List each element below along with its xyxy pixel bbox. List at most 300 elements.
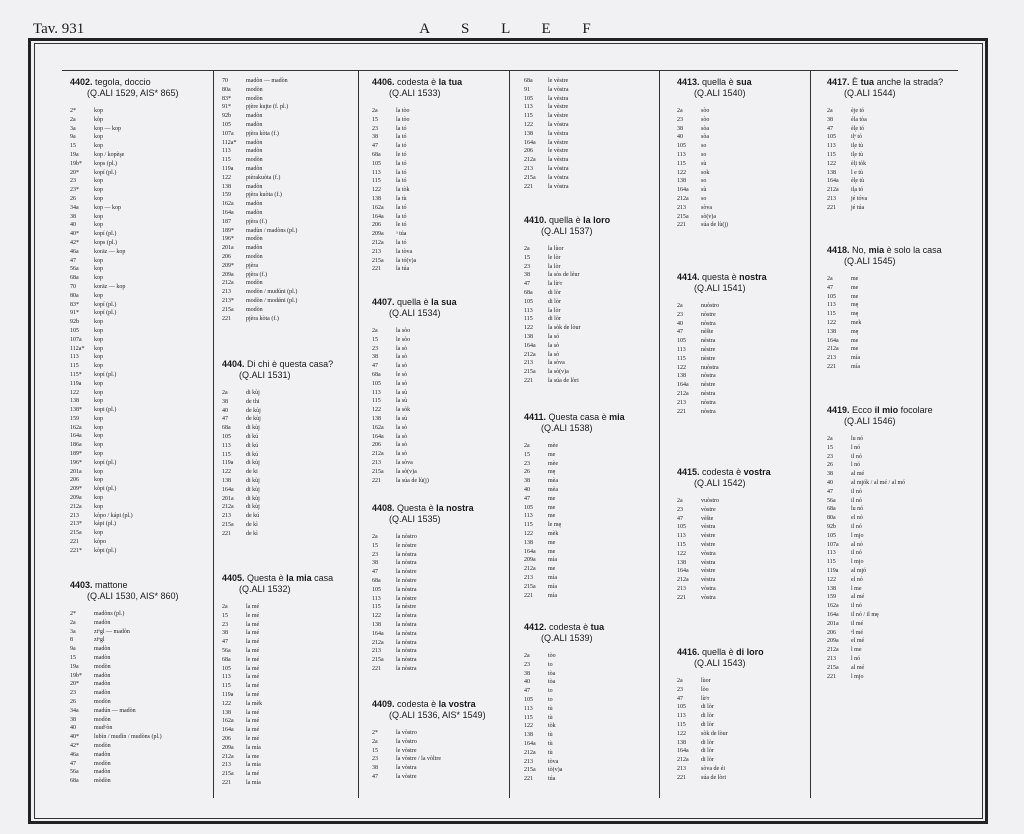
dialect-form: la nòstre bbox=[396, 595, 417, 602]
dialect-form: nèstre bbox=[701, 346, 716, 353]
point-code: 119a bbox=[827, 567, 839, 574]
dialect-form: il mé bbox=[851, 620, 864, 627]
entry-source: (Q.ALI 1546) bbox=[844, 416, 896, 426]
list-item bbox=[70, 698, 210, 707]
dialect-form: nèstre bbox=[701, 355, 716, 362]
list-item bbox=[827, 461, 957, 470]
list-item bbox=[70, 503, 210, 512]
dialect-form: le sòo bbox=[396, 336, 411, 343]
list-item bbox=[524, 103, 656, 112]
list-item bbox=[372, 389, 506, 398]
list-item bbox=[372, 630, 506, 639]
dialect-form: la nòstra bbox=[396, 551, 417, 558]
point-code: 213 bbox=[70, 512, 79, 519]
entry-title-end: casa bbox=[311, 573, 334, 583]
dialect-form: el mé bbox=[851, 638, 865, 645]
list-item bbox=[372, 586, 506, 595]
point-code: 23* bbox=[70, 187, 79, 194]
list-item bbox=[677, 169, 807, 178]
point-code: 122 bbox=[677, 364, 686, 371]
point-code: 213 bbox=[677, 585, 686, 592]
list-item bbox=[524, 460, 656, 469]
entry-source: (Q.ALI 1535) bbox=[389, 514, 441, 524]
list-item bbox=[524, 696, 656, 705]
point-code: 26 bbox=[70, 195, 76, 202]
point-code: 212a bbox=[70, 503, 82, 510]
entry-heading bbox=[372, 297, 506, 308]
list-item bbox=[827, 541, 957, 550]
list-item bbox=[222, 700, 354, 709]
list-item bbox=[524, 112, 656, 121]
dialect-form: le tó bbox=[396, 222, 407, 229]
dialect-form: il nó bbox=[851, 603, 862, 610]
point-code: 23 bbox=[372, 551, 378, 558]
list-item bbox=[372, 665, 506, 674]
dialect-form: me bbox=[851, 276, 859, 282]
entry-heading bbox=[222, 359, 354, 370]
list-item bbox=[677, 695, 807, 704]
list-item bbox=[827, 204, 957, 213]
dialect-form: la sò bbox=[396, 380, 408, 387]
list-item bbox=[372, 327, 506, 336]
dialect-form: la sòk bbox=[396, 407, 411, 414]
point-code: 115 bbox=[524, 714, 533, 721]
dialect-form: kop bbox=[94, 495, 103, 502]
list-item bbox=[372, 177, 506, 186]
list-item bbox=[524, 512, 656, 521]
dialect-form: di lòr bbox=[548, 289, 561, 296]
dialect-form: jé tóva bbox=[851, 195, 868, 202]
point-code: 42* bbox=[70, 239, 79, 246]
entry-number: 4418. bbox=[827, 245, 850, 255]
list-item bbox=[827, 505, 957, 514]
list-item bbox=[70, 529, 210, 538]
list-item bbox=[70, 345, 210, 354]
list-item bbox=[524, 351, 656, 360]
point-code: 138 bbox=[222, 477, 231, 484]
dialect-form: di lòr bbox=[701, 748, 714, 755]
list-item bbox=[677, 311, 807, 320]
dialect-form: la vèstra bbox=[548, 95, 569, 102]
dialect-form: nòstra bbox=[701, 408, 716, 415]
point-code: 164a bbox=[827, 337, 839, 344]
point-code: 92b bbox=[222, 113, 231, 120]
dialect-form: la sò bbox=[396, 433, 408, 440]
list-item bbox=[524, 766, 656, 775]
dialect-form: la sò bbox=[396, 424, 408, 431]
point-code: 40 bbox=[677, 320, 683, 327]
point-code: 113 bbox=[372, 169, 381, 176]
list-item bbox=[524, 705, 656, 714]
point-code: 138 bbox=[524, 130, 533, 137]
list-item bbox=[222, 709, 354, 718]
list-item bbox=[827, 116, 957, 125]
list-item bbox=[70, 619, 210, 628]
list-item bbox=[70, 186, 210, 195]
dialect-form: la nòstra bbox=[396, 621, 417, 628]
list-item bbox=[524, 263, 656, 272]
dialect-form: kop bbox=[94, 108, 103, 114]
list-item bbox=[372, 424, 506, 433]
list-item bbox=[222, 147, 354, 156]
point-code: 26 bbox=[70, 698, 76, 705]
point-code: 40 bbox=[222, 407, 228, 414]
point-code: 221 bbox=[222, 530, 231, 537]
dialect-form: sòva bbox=[701, 204, 712, 211]
list-item bbox=[222, 691, 354, 700]
point-code: 122 bbox=[827, 576, 836, 583]
point-code: 2a bbox=[372, 534, 378, 540]
list-item bbox=[70, 292, 210, 301]
dialect-form: la tó bbox=[396, 178, 407, 185]
point-code: 122 bbox=[222, 700, 231, 707]
dialect-form: korāz — kop bbox=[94, 248, 126, 255]
point-code: 221 bbox=[70, 539, 79, 546]
point-code: 138 bbox=[372, 195, 381, 202]
list-item bbox=[372, 577, 506, 586]
dialect-form: modòn bbox=[94, 742, 111, 749]
point-code: 196* bbox=[70, 459, 82, 466]
dialect-form: la tòva bbox=[396, 248, 413, 255]
point-code: 138 bbox=[677, 559, 686, 566]
dialect-form: kop bbox=[94, 134, 103, 141]
point-code: 47 bbox=[372, 569, 378, 576]
dialect-form: la vòstra bbox=[548, 86, 569, 93]
point-code: 40 bbox=[524, 679, 530, 686]
dialect-form: sok bbox=[701, 169, 710, 176]
dialect-form: nòstra bbox=[701, 320, 716, 327]
list-item bbox=[524, 333, 656, 342]
point-code: 212a bbox=[372, 239, 384, 246]
point-code: 138 bbox=[222, 183, 231, 190]
dialect-form: me bbox=[548, 539, 556, 546]
dialect-form: la mé bbox=[246, 621, 260, 628]
dialect-form: lu nó bbox=[851, 506, 864, 513]
dialect-form: to bbox=[548, 688, 553, 695]
entry-title: Ecco bbox=[852, 405, 875, 415]
entry-title-bold: tua bbox=[590, 622, 605, 632]
point-code: 38 bbox=[222, 398, 228, 405]
list-item bbox=[827, 673, 957, 682]
dialect-form: kop bbox=[94, 292, 103, 299]
point-code: 56a bbox=[70, 266, 79, 273]
list-item bbox=[524, 307, 656, 316]
dialect-form: la vòstro bbox=[396, 730, 417, 736]
list-item bbox=[677, 756, 807, 765]
dialect-form: la tòk bbox=[396, 187, 410, 194]
entry-source: (Q.ALI 1534) bbox=[389, 308, 441, 318]
point-code: 113 bbox=[372, 389, 381, 396]
list-item bbox=[372, 764, 506, 773]
entry-title: tegola, doccio bbox=[95, 77, 151, 87]
dialect-form: le nòstre bbox=[396, 542, 417, 549]
dialect-form: kopí (pl.) bbox=[94, 301, 117, 308]
list-item bbox=[372, 239, 506, 248]
list-item bbox=[524, 280, 656, 289]
entry-source: (Q.ALI 1529, AIS* 865) bbox=[87, 88, 179, 98]
point-code: 209a bbox=[827, 638, 839, 645]
point-code: 3a bbox=[70, 125, 76, 132]
dialect-form: la nòstro bbox=[396, 534, 417, 540]
entry-title-bold: vostra bbox=[743, 467, 771, 477]
point-code: 215a bbox=[524, 369, 536, 376]
entry-number: 4412. bbox=[524, 622, 547, 632]
entry-source: (Q.ALI 1537) bbox=[541, 226, 593, 236]
dialect-form: madòn bbox=[94, 672, 111, 679]
list-item bbox=[827, 337, 957, 346]
point-code: 2a bbox=[70, 116, 76, 123]
point-code: 105 bbox=[524, 504, 533, 511]
list-item bbox=[372, 533, 506, 542]
dialect-form: modòn bbox=[94, 698, 111, 705]
dialect-form: kop bbox=[94, 363, 103, 370]
dialect-form: vèstre bbox=[701, 533, 716, 540]
point-code: 159 bbox=[70, 415, 79, 422]
list-item bbox=[222, 477, 354, 486]
dialect-form: la mèk bbox=[246, 700, 263, 707]
list-item bbox=[677, 515, 807, 524]
dialect-form: madòn bbox=[94, 654, 111, 661]
list-item bbox=[222, 86, 354, 95]
dialect-form: kop bbox=[94, 468, 103, 475]
point-code: 2a bbox=[827, 436, 833, 442]
dialect-form: il nó bbox=[851, 523, 862, 530]
point-code: 159 bbox=[222, 192, 231, 199]
dialect-form: tòa bbox=[548, 670, 556, 677]
point-code: 164a bbox=[524, 139, 536, 146]
dialect-form: l me bbox=[851, 585, 862, 592]
list-item bbox=[524, 521, 656, 530]
point-code: 40 bbox=[524, 486, 530, 493]
point-code: 15 bbox=[70, 143, 76, 150]
list-item bbox=[70, 169, 210, 178]
point-code: 38 bbox=[827, 471, 833, 478]
point-code: 40 bbox=[677, 134, 683, 141]
entry-heading bbox=[524, 412, 656, 423]
dialect-form: vòstre bbox=[701, 506, 716, 513]
dialect-form: kop bbox=[94, 213, 103, 220]
list-item bbox=[372, 450, 506, 459]
point-code: 212a bbox=[827, 346, 839, 353]
dialect-form: sù bbox=[701, 160, 707, 167]
point-code: 122 bbox=[677, 169, 686, 176]
dialect-form: di lòr bbox=[701, 713, 714, 720]
point-code: 26 bbox=[524, 469, 530, 476]
entry-heading bbox=[827, 405, 957, 416]
list-item bbox=[827, 301, 957, 310]
point-code: 23 bbox=[677, 311, 683, 318]
list-item bbox=[827, 620, 957, 629]
point-code: 107a bbox=[222, 130, 234, 137]
list-item bbox=[70, 125, 210, 134]
list-item bbox=[827, 576, 957, 585]
point-code: 122 bbox=[524, 723, 533, 730]
list-item bbox=[524, 368, 656, 377]
point-code: 209a bbox=[524, 557, 536, 564]
list-item bbox=[827, 655, 957, 664]
list-item bbox=[222, 735, 354, 744]
dialect-form: la nòstre bbox=[396, 569, 417, 576]
point-code: 221 bbox=[677, 774, 686, 781]
dialect-form: èl̦i tòk bbox=[851, 160, 867, 167]
point-code: 2a bbox=[827, 276, 833, 282]
point-code: 215a bbox=[524, 767, 536, 774]
list-item bbox=[222, 665, 354, 674]
dialect-form: di kùj bbox=[246, 477, 260, 484]
dialect-form: sù bbox=[701, 187, 707, 194]
list-item bbox=[222, 459, 354, 468]
list-item bbox=[827, 186, 957, 195]
point-code: 105 bbox=[524, 696, 533, 703]
entry-heading bbox=[677, 647, 807, 658]
dialect-form: di kùj bbox=[246, 390, 260, 396]
dialect-form: nèstre bbox=[701, 382, 716, 389]
point-code: 119a bbox=[222, 460, 234, 467]
list-item bbox=[677, 302, 807, 311]
list-item bbox=[372, 195, 506, 204]
dialect-form: madòn bbox=[94, 769, 111, 776]
dialect-form: to bbox=[548, 696, 553, 703]
list-item bbox=[222, 77, 354, 86]
point-code: 15 bbox=[372, 116, 378, 123]
dialect-form: kop bbox=[94, 195, 103, 202]
point-code: 159 bbox=[827, 594, 836, 601]
point-code: 221 bbox=[372, 477, 381, 484]
point-code: 113 bbox=[372, 595, 381, 602]
dialect-form: la mía bbox=[246, 744, 261, 751]
dialect-form: la nèstre bbox=[396, 604, 417, 611]
list-item bbox=[677, 151, 807, 160]
list-item bbox=[827, 160, 957, 169]
list-item bbox=[827, 523, 957, 532]
list-item bbox=[372, 433, 506, 442]
column-divider bbox=[358, 70, 359, 798]
point-code: 113 bbox=[827, 550, 836, 557]
point-code: 115 bbox=[222, 451, 231, 458]
point-code: 2* bbox=[372, 730, 378, 736]
point-code: 164a bbox=[677, 187, 689, 194]
atlas-entry bbox=[372, 77, 506, 274]
entry-source: (Q.ALI 1538) bbox=[541, 423, 593, 433]
list-item bbox=[70, 663, 210, 672]
dialect-form: pjèra (f.) bbox=[246, 218, 267, 225]
dialect-form: madòn bbox=[246, 113, 263, 120]
point-code: 115 bbox=[524, 113, 533, 120]
list-item bbox=[70, 628, 210, 637]
point-code: 83* bbox=[222, 95, 231, 102]
column-divider bbox=[509, 70, 510, 798]
dialect-form: madòn bbox=[246, 139, 263, 146]
point-code: 213 bbox=[222, 762, 231, 769]
point-code: 107a bbox=[827, 541, 839, 548]
point-code: 212a bbox=[222, 280, 234, 287]
point-code: 212a bbox=[222, 753, 234, 760]
point-code: 47 bbox=[524, 495, 530, 502]
point-code: 8 bbox=[70, 637, 73, 644]
list-item bbox=[222, 227, 354, 236]
point-code: 105 bbox=[677, 704, 686, 711]
point-code: 162a bbox=[372, 424, 384, 431]
list-item bbox=[827, 532, 957, 541]
dialect-form: mía bbox=[851, 355, 860, 362]
dialect-form: nòstra bbox=[701, 399, 716, 406]
list-item bbox=[677, 107, 807, 116]
list-item bbox=[827, 142, 957, 151]
list-item bbox=[677, 221, 807, 230]
list-item bbox=[222, 306, 354, 315]
dialect-form: lùᵒr bbox=[701, 695, 710, 702]
list-item bbox=[222, 761, 354, 770]
dialect-form: di kú bbox=[246, 451, 259, 458]
dialect-form: lubìn / mudìn / mudòns (pl.) bbox=[94, 734, 162, 741]
point-code: 47 bbox=[827, 284, 833, 291]
dialect-form: lòo bbox=[701, 686, 709, 693]
dialect-form: la sò bbox=[396, 451, 408, 458]
dialect-form: madòn bbox=[246, 148, 263, 155]
point-code: 115 bbox=[677, 355, 686, 362]
list-item bbox=[372, 248, 506, 257]
list-item bbox=[70, 733, 210, 742]
atlas-entry bbox=[524, 77, 656, 191]
dialect-form: vèstra bbox=[701, 524, 716, 531]
list-item bbox=[677, 765, 807, 774]
entry-title: codesta è bbox=[702, 467, 744, 477]
dialect-form: me bbox=[548, 566, 556, 573]
dialect-form: la vèstre bbox=[548, 113, 569, 120]
point-code: 23 bbox=[677, 686, 683, 693]
atlas-entry bbox=[677, 647, 807, 783]
list-item bbox=[677, 213, 807, 222]
entry-number: 4408. bbox=[372, 503, 395, 513]
list-item bbox=[677, 721, 807, 730]
list-item bbox=[524, 714, 656, 723]
dialect-form: kopi (pl.) bbox=[94, 407, 117, 414]
dialect-form: di kùj bbox=[246, 460, 260, 467]
point-code: 2a bbox=[222, 604, 228, 610]
list-item bbox=[70, 468, 210, 477]
point-code: 196* bbox=[222, 236, 234, 243]
point-code: 47 bbox=[524, 281, 530, 288]
point-code: 68a bbox=[524, 78, 533, 84]
entry-number: 4417. bbox=[827, 77, 850, 87]
dialect-form: tù bbox=[548, 714, 553, 721]
atlas-entry bbox=[372, 699, 506, 782]
dialect-form: kop bbox=[94, 222, 103, 229]
list-item bbox=[70, 309, 210, 318]
point-code: 113 bbox=[222, 674, 231, 681]
dialect-form: le lòr bbox=[548, 254, 561, 261]
list-item bbox=[827, 133, 957, 142]
list-item bbox=[677, 747, 807, 756]
point-code: 68a bbox=[70, 778, 79, 785]
point-code: 38 bbox=[372, 354, 378, 361]
dialect-form: kop bbox=[94, 319, 103, 326]
list-item bbox=[222, 629, 354, 638]
point-code: 2a bbox=[677, 678, 683, 684]
point-code: 115 bbox=[827, 151, 836, 158]
entry-title: questa è bbox=[702, 272, 740, 282]
list-item bbox=[222, 209, 354, 218]
list-item bbox=[827, 107, 957, 116]
list-item bbox=[70, 230, 210, 239]
point-code: 213 bbox=[524, 574, 533, 581]
point-code: 212a bbox=[524, 157, 536, 164]
dialect-form: me bbox=[851, 346, 859, 353]
list-item bbox=[222, 297, 354, 306]
list-item bbox=[827, 514, 957, 523]
point-code: 113 bbox=[524, 705, 533, 712]
point-code: 15 bbox=[827, 444, 833, 451]
